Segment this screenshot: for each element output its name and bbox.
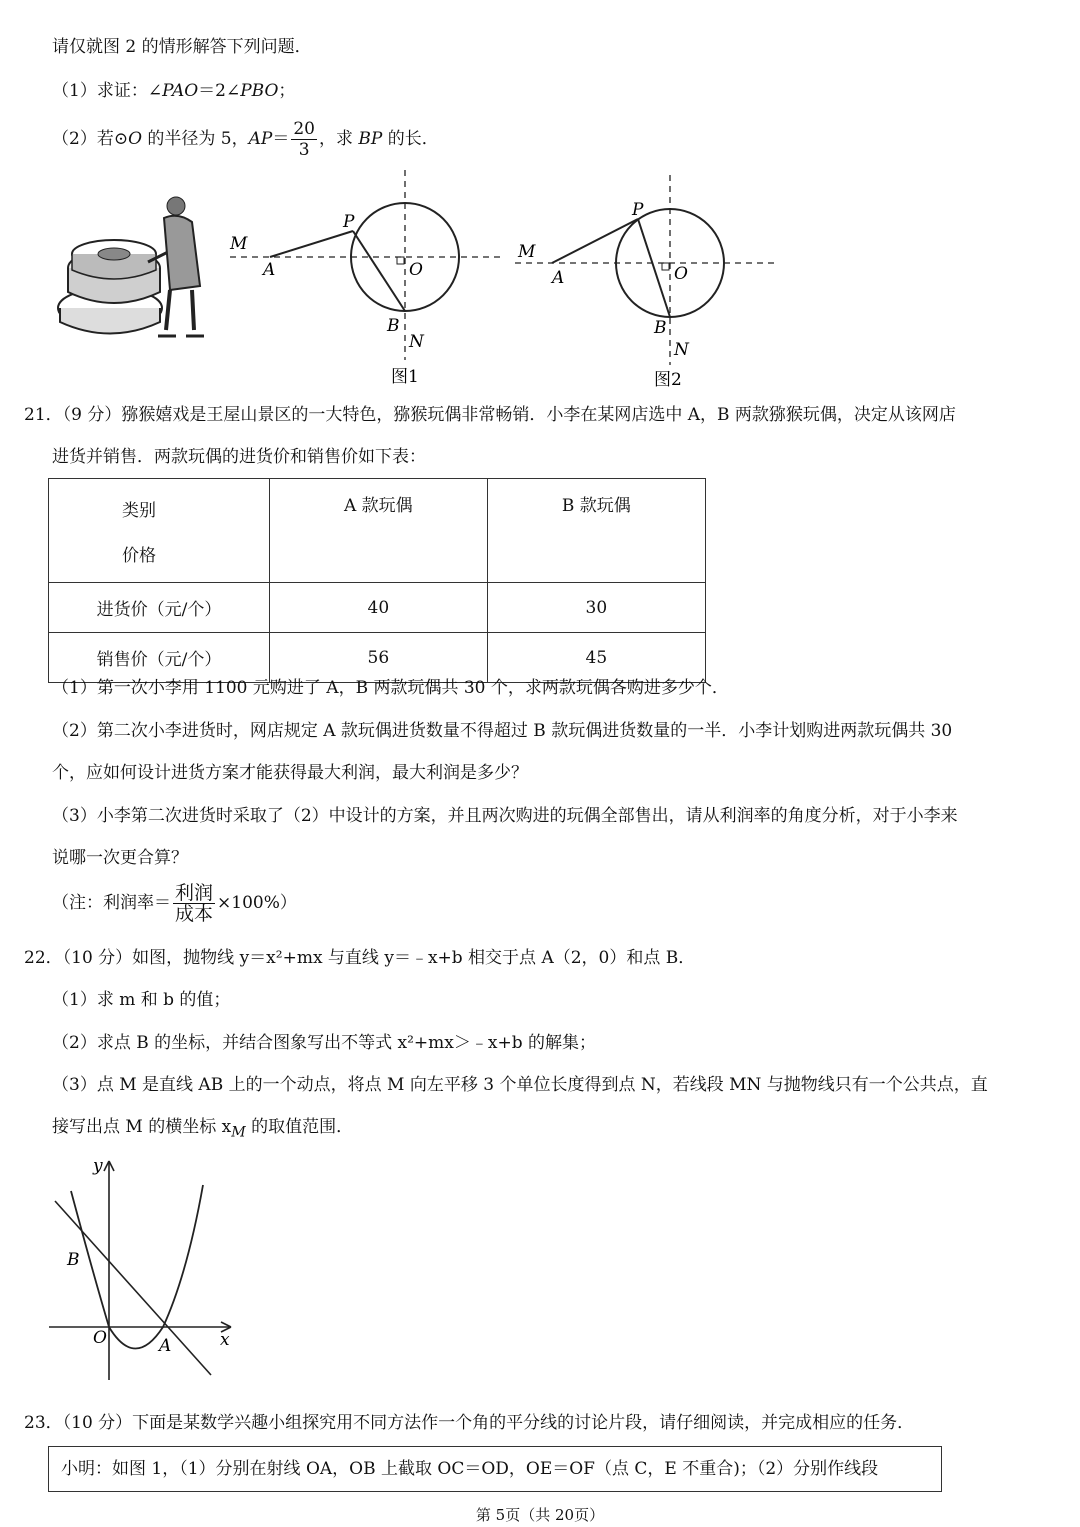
fig2-label-m: M: [518, 242, 536, 262]
q20-part1: （1）求证：∠PAO＝2∠PBO；: [52, 81, 296, 101]
q21-note: （注：利润率＝ $\frac{\text{利润}}{\text{成本}}$ ×100%）: [52, 882, 297, 925]
q21-sub1: （1）第一次小李用 1100 元购进了 A，B 两款玩偶共 30 个，求两款玩偶各购进多少个．: [52, 678, 729, 698]
q20-part2: （2）若⊙O 的半径为 5，AP＝ $\frac{20}{3}$ ，求 BP 的长．: [52, 119, 439, 160]
fraction-profit-cost: $\frac{\text{利润}}{\text{成本}}$: [175, 882, 214, 925]
q21-sub2-line2: 个，应如何设计进货方案才能获得最大利润，最大利润是多少？: [52, 763, 528, 783]
q21-sub3-line1: （3）小李第二次进货时采取了（2）中设计的方案，并且两次购进的玩偶全部售出，请从利润率的角度分析，对于小李来: [52, 806, 958, 826]
table-corner-header: 类别 价格: [49, 479, 270, 583]
fig2-label-b: B: [654, 318, 667, 338]
intro-line: 请仅就图 2 的情形解答下列问题．: [52, 37, 312, 57]
table-header-a: A 款玩偶: [270, 479, 488, 583]
fig1-caption: 图1: [391, 367, 419, 387]
q23-line1: 23．（10 分）下面是某数学兴趣小组探究用不同方法作一个角的平分线的讨论片段，请仔细阅读，并完成相应的任务．: [24, 1413, 915, 1433]
graph-label-x: x: [220, 1330, 230, 1350]
price-table: [48, 478, 706, 683]
table-header-b: B 款玩偶: [487, 479, 705, 583]
table-row: 进货价（元/个） 40 30: [49, 583, 706, 633]
q22-line1: 22．（10 分）如图，抛物线 y＝x²+mx 与直线 y＝﹣x+b 相交于点 A（2，0）和点 B．: [24, 948, 696, 968]
fig1-label-a: A: [263, 260, 276, 280]
q21-sub3-line2: 说哪一次更合算？: [52, 848, 188, 868]
q21-line2: 进货并销售．两款玩偶的进货价和销售价如下表：: [52, 447, 426, 467]
fig1-label-n: N: [409, 332, 424, 352]
fig2-label-n: N: [674, 340, 689, 360]
fraction-20-3: $\frac{20}{3}$: [293, 119, 315, 160]
fig2-label-o: O: [674, 264, 688, 284]
table-row: 销售价（元/个） 56 45: [49, 633, 706, 683]
figure-1-circle: [225, 165, 515, 390]
q23-discussion-box: [48, 1446, 942, 1492]
fig2-label-a: A: [552, 268, 565, 288]
graph-label-b: B: [67, 1250, 80, 1270]
fig1-label-m: M: [230, 234, 248, 254]
graph-label-y: y: [93, 1156, 103, 1176]
fig1-label-p: P: [343, 212, 355, 232]
figure-2-circle: [510, 165, 790, 390]
q22-sub2: （2）求点 B 的坐标，并结合图象写出不等式 x²+mx＞﹣x+b 的解集；: [52, 1033, 596, 1053]
fig2-caption: 图2: [654, 370, 682, 390]
parabola-line-graph: [45, 1155, 245, 1390]
graph-label-a: A: [159, 1336, 172, 1356]
q22-sub3-line1: （3）点 M 是直线 AB 上的一个动点，将点 M 向左平移 3 个单位长度得到点 N，若线段 MN 与抛物线只有一个公共点，直: [52, 1075, 988, 1095]
q21-line1: 21．（9 分）猕猴嬉戏是王屋山景区的一大特色，猕猴玩偶非常畅销．小李在某网店选中 A，B 两款猕猴玩偶，决定从该网店: [24, 405, 956, 425]
page-footer: 第 5页（共 20页）: [475, 1506, 605, 1524]
fig2-label-p: P: [632, 200, 644, 220]
graph-label-o: O: [93, 1328, 107, 1348]
q22-sub3-line2: 接写出点 M 的横坐标 $x_M$ 的取值范围．: [52, 1117, 354, 1141]
q22-sub1: （1）求 m 和 b 的值；: [52, 990, 231, 1010]
q23-box-text: 小明：如图 1，（1）分别在射线 OA，OB 上截取 OC＝OD，OE＝OF（点 C，E 不重合)；（2）分别作线段: [61, 1459, 879, 1479]
q21-sub2-line1: （2）第二次小李进货时，网店规定 A 款玩偶进货数量不得超过 B 款玩偶进货数量的一半．小李计划购进两款玩偶共 30: [52, 721, 953, 741]
millstone-illustration: [52, 190, 212, 340]
fig1-label-o: O: [409, 260, 423, 280]
fig1-label-b: B: [387, 316, 400, 336]
